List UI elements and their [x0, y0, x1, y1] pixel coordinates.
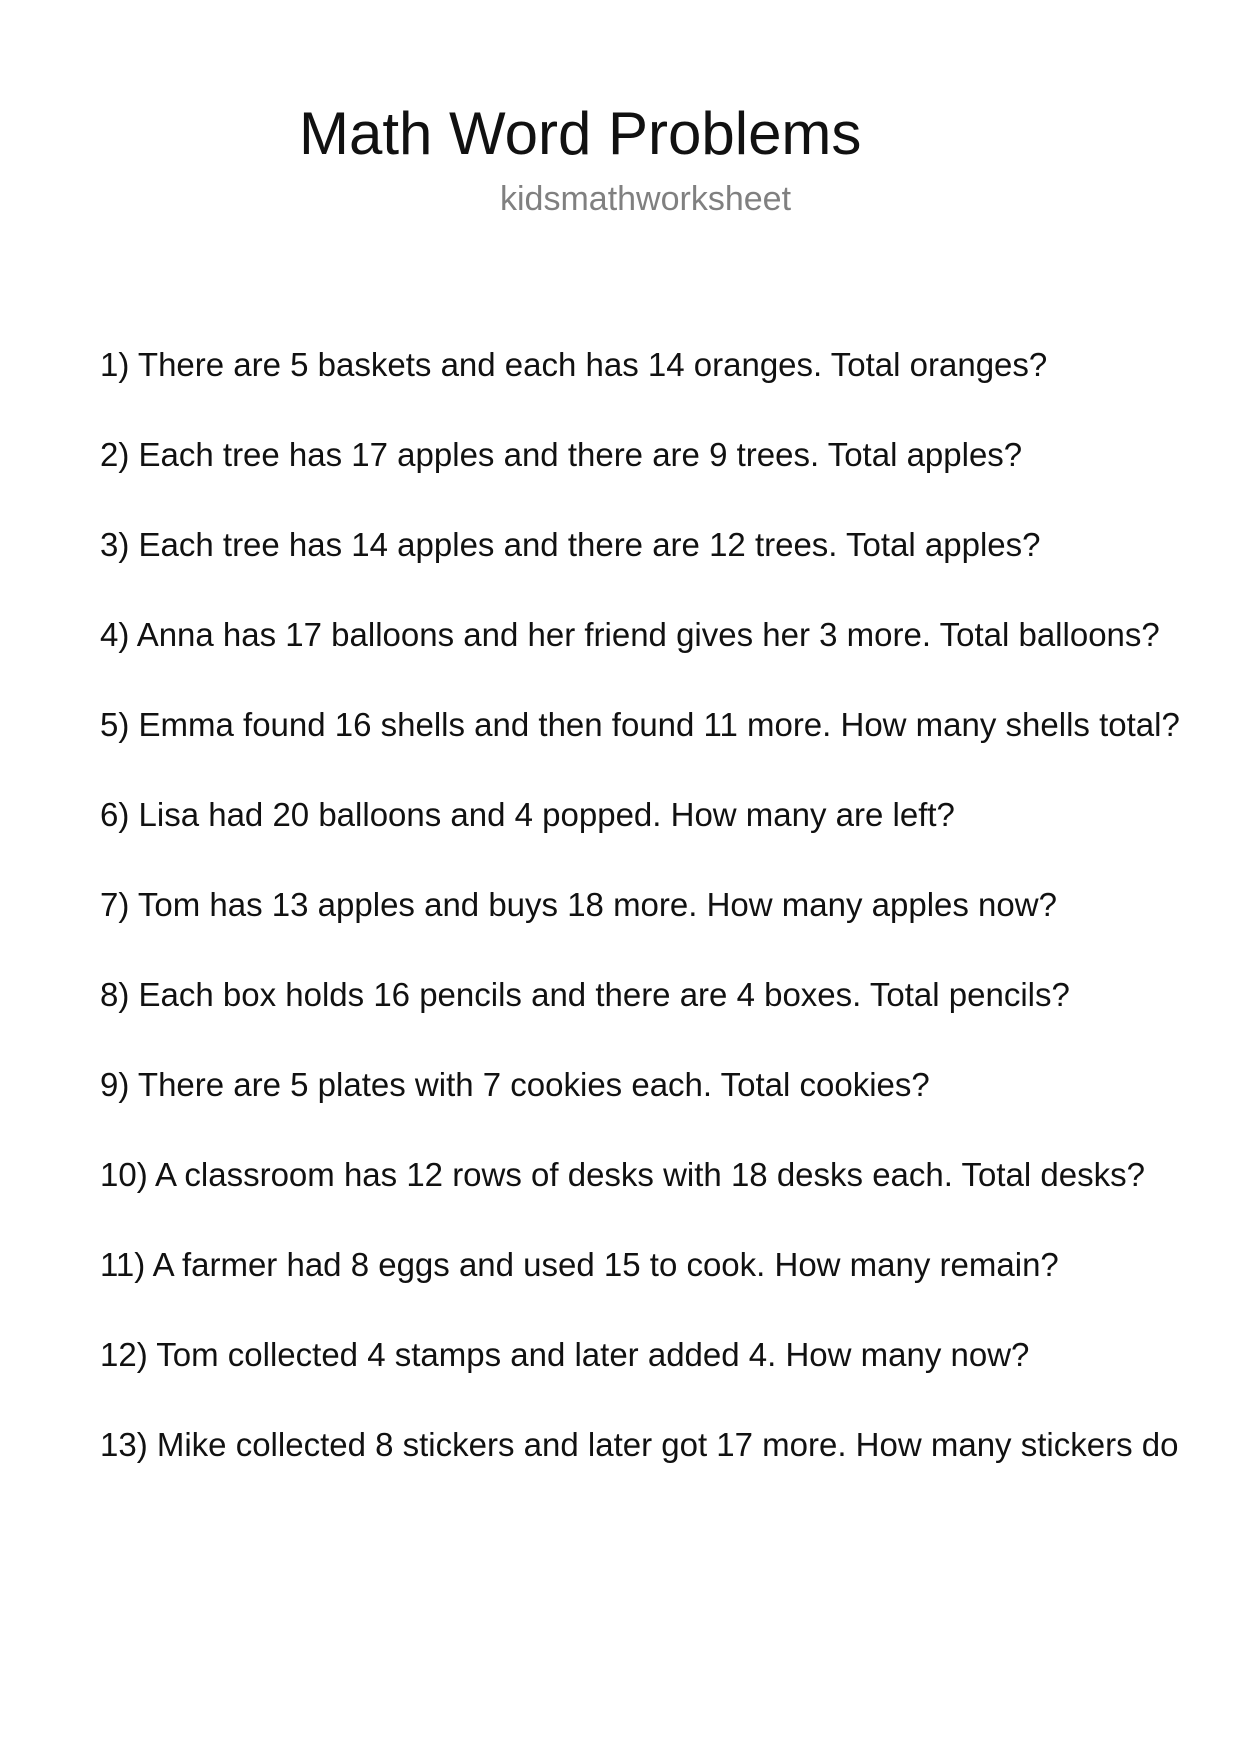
problem-item: 13) Mike collected 8 stickers and later got 17 more. How many stickers do [100, 1426, 1179, 1463]
page-title: Math Word Problems [299, 100, 862, 167]
page-subtitle: kidsmathworksheet [500, 180, 792, 218]
problem-item: 1) There are 5 baskets and each has 14 oranges. Total oranges? [100, 346, 1048, 383]
problem-item: 8) Each box holds 16 pencils and there are 4 boxes. Total pencils? [100, 976, 1070, 1013]
problem-item: 10) A classroom has 12 rows of desks with 18 desks each. Total desks? [100, 1156, 1145, 1193]
problem-item: 3) Each tree has 14 apples and there are 12 trees. Total apples? [100, 526, 1041, 563]
problem-item: 11) A farmer had 8 eggs and used 15 to cook. How many remain? [100, 1246, 1059, 1283]
problem-list [100, 345, 1240, 1515]
problem-item: 5) Emma found 16 shells and then found 11 more. How many shells total? [100, 706, 1180, 743]
problem-item: 6) Lisa had 20 balloons and 4 popped. How many are left? [100, 796, 955, 833]
problem-item: 4) Anna has 17 balloons and her friend gives her 3 more. Total balloons? [100, 616, 1160, 653]
problem-item: 2) Each tree has 17 apples and there are 9 trees. Total apples? [100, 436, 1023, 473]
problem-item: 7) Tom has 13 apples and buys 18 more. How many apples now? [100, 886, 1057, 923]
problem-item: 9) There are 5 plates with 7 cookies each. Total cookies? [100, 1066, 930, 1103]
problem-item: 12) Tom collected 4 stamps and later added 4. How many now? [100, 1336, 1030, 1373]
